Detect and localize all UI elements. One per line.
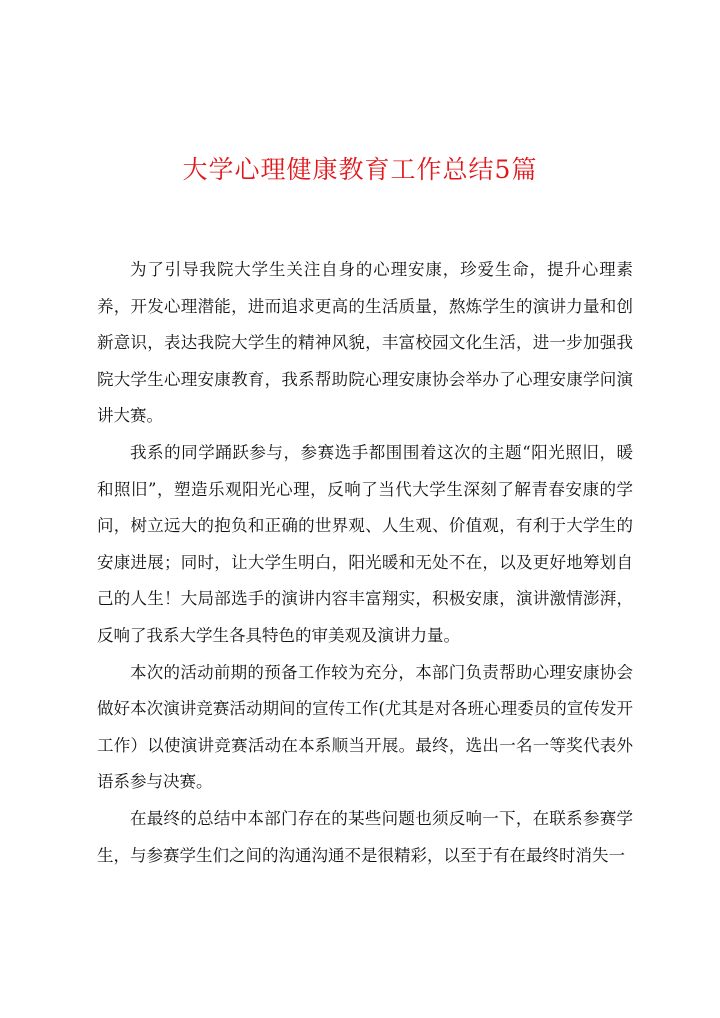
paragraph-2: 我系的同学踊跃参与，参赛选手都围围着这次的主题“阳光照旧，暖和照旧”，塑造乐观阳光心理，反响了当代大学生深刻了解青春安康的学问，树立远大的抱负和正确的世界观、人生观、价值观，有利于大学生的安康进展；同时，让大学生明白，阳光暖和无处不在，以及更好地筹划自己的人生！大局部选手的演讲内容丰富翔实，积极安康，演讲激情澎湃，反响了我系大学生各具特色的审美观及演讲力量。 bbox=[97, 442, 633, 645]
paragraph-4: 在最终的总结中本部门存在的某些问题也须反响一下，在联系参赛学生，与参赛学生们之间的沟通沟通不是很精彩，以至于有在最终时消失一 bbox=[97, 808, 633, 865]
paragraph-1: 为了引导我院大学生关注自身的心理安康，珍爱生命，提升心理素养，开发心理潜能，进而追求更高的生活质量，熬炼学生的演讲力量和创新意识，表达我院大学生的精神风貌，丰富校园文化生活，进一步加强我院大学生心理安康教育，我系帮助院心理安康协会举办了心理安康学问演讲大赛。 bbox=[97, 260, 633, 426]
paragraph-3: 本次的活动前期的预备工作较为充分，本部门负责帮助心理安康协会做好本次演讲竞赛活动期间的宣传工作(尤其是对各班心理委员的宣传发开工作）以使演讲竞赛活动在本系顺当开展。最终，选出一名一等奖代表外语系参与决赛。 bbox=[97, 662, 633, 792]
document-title: 大学心理健康教育工作总结5篇 bbox=[182, 155, 538, 184]
document-body bbox=[97, 252, 633, 874]
